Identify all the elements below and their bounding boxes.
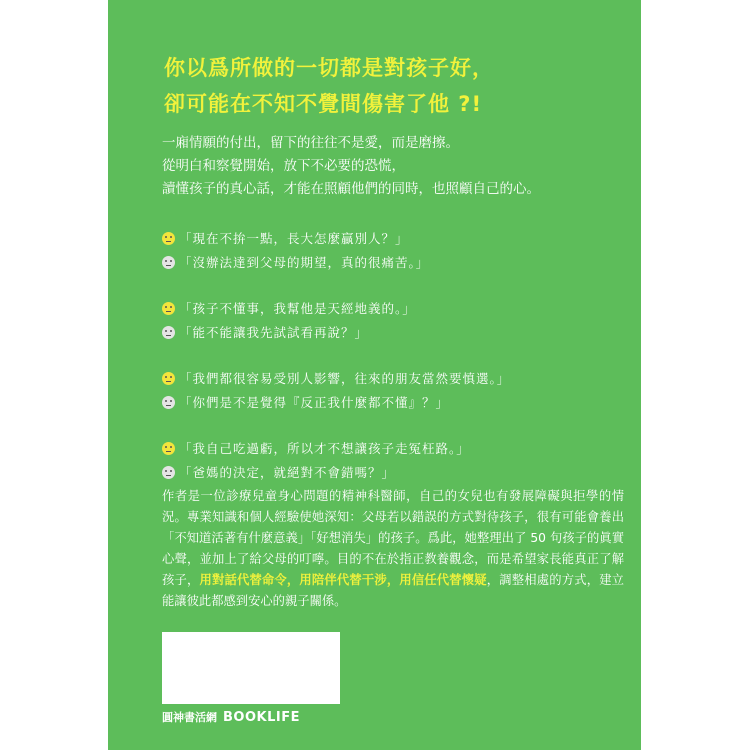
sad-face-icon: [162, 326, 175, 339]
neutral-face-icon: [162, 442, 175, 455]
headline: [164, 50, 624, 122]
parent-quote-text: 「我自己吃過虧，所以才不想讓孩子走冤枉路。」: [179, 441, 470, 456]
child-quote-text: 「爸媽的決定，就絕對不會錯嗎？」: [179, 465, 396, 480]
quote-pair: [162, 226, 632, 296]
child-quote: [162, 320, 632, 344]
sad-face-icon: [162, 396, 175, 409]
child-quote-text: 「能不能讓我先試試看再說？」: [179, 325, 369, 340]
publisher-name: 圓神書活網: [162, 711, 217, 724]
intro-line-2: 從明白和察覺開始，放下不必要的恐慌，: [162, 158, 405, 174]
publisher-logo: [162, 709, 300, 725]
publisher-brand: BOOKLIFE: [223, 710, 300, 725]
intro-line-3: 讀懂孩子的真心話，才能在照顧他們的同時，也照顧自己的心。: [162, 181, 540, 197]
description-text-1: 作者是一位診療兒童身心問題的精神科醫師，自己的女兒也有發展障礙與拒學的情況。專業知識和個人經驗使她深知：父母若以錯誤的方式對待孩子，很有可能會養出「不知道活著有什麼意義」「好想消失」的孩子。爲此，她整理出了 50 句孩子的眞實心聲，並加上了給父母的叮嚀。目的不在於指正教養觀念，而是希望家長能真正了解孩子，: [162, 489, 624, 587]
child-quote-text: 「你們是不是覺得『反正我什麼都不懂』？」: [179, 395, 450, 410]
quote-pair: [162, 296, 632, 366]
parent-quote: [162, 366, 632, 390]
neutral-face-icon: [162, 372, 175, 385]
child-quote-text: 「沒辦法達到父母的期望，真的很痛苦。」: [179, 255, 430, 270]
quote-pair: [162, 366, 632, 436]
parent-quote: [162, 226, 632, 250]
neutral-face-icon: [162, 302, 175, 315]
headline-line-1: 你以爲所做的一切都是對孩子好，: [164, 56, 494, 80]
child-quote: [162, 460, 632, 484]
neutral-face-icon: [162, 232, 175, 245]
sad-face-icon: [162, 256, 175, 269]
barcode-area: [162, 632, 340, 704]
parent-quote-text: 「孩子不懂事，我幫他是天經地義的。」: [179, 301, 416, 316]
parent-quote-text: 「現在不拚一點，長大怎麼贏別人？」: [179, 231, 409, 246]
parent-quote: [162, 296, 632, 320]
description-paragraph: [162, 486, 624, 612]
child-quote: [162, 250, 632, 274]
child-quote: [162, 390, 632, 414]
parent-quote: [162, 436, 632, 460]
description-highlight: 用對話代替命令，用陪伴代替干涉，用信任代替懷疑: [199, 573, 487, 587]
parent-quote-text: 「我們都很容易受別人影響，往來的朋友當然要慎選。」: [179, 371, 511, 386]
headline-line-2: 卻可能在不知不覺間傷害了他 ?!: [164, 92, 483, 116]
intro-line-1: 一廂情願的付出，留下的往往不是愛，而是磨擦。: [162, 135, 459, 151]
book-back-cover: [108, 0, 641, 750]
intro-paragraph: [162, 132, 632, 201]
sad-face-icon: [162, 466, 175, 479]
quote-list: [162, 226, 632, 506]
description-text-2: ，調整相處的方式，建立能讓彼此都感到安心的親子關係。: [162, 573, 624, 608]
